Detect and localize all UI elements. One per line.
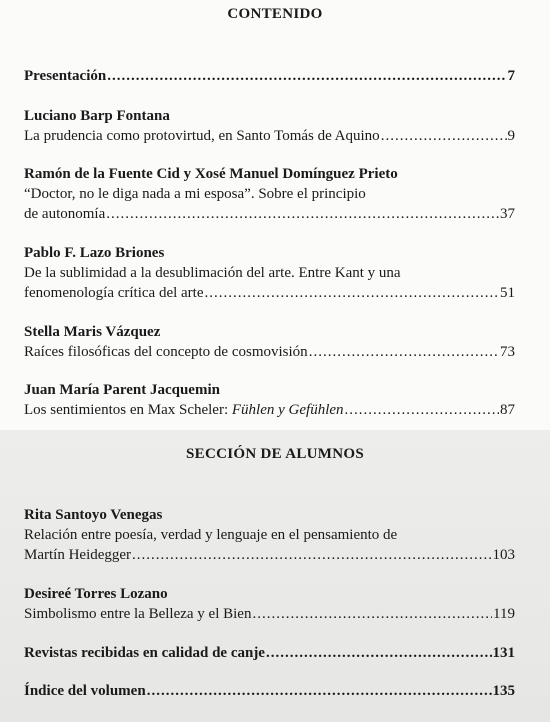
entry-author: Pablo F. Lazo Briones (24, 245, 165, 261)
entry-title-line1: De la sublimidad a la desublimación del arte. Entre Kant y una (24, 265, 401, 281)
entry-author: Juan María Parent Jacquemin (24, 382, 220, 398)
dot-leader (132, 545, 491, 565)
page-lower-area (0, 430, 550, 722)
entry-title: Martín Heidegger (24, 547, 132, 563)
dot-leader (345, 400, 499, 420)
page-number: 119 (493, 606, 515, 622)
entry-title: La prudencia como protovirtud, en Santo Tomás de Aquino (24, 128, 380, 144)
entry-author: Luciano Barp Fontana (24, 108, 170, 124)
dot-leader (309, 342, 499, 362)
dot-leader (106, 204, 499, 224)
toc-entry-lazo[interactable] (24, 243, 515, 303)
entry-title: Índice del volumen (24, 683, 146, 699)
page-number: 135 (492, 683, 515, 699)
dot-leader (107, 66, 506, 86)
entry-title: Simbolismo entre la Belleza y el Bien (24, 606, 252, 622)
toc-entry-presentacion[interactable] (24, 66, 515, 86)
students-section-heading: SECCIÓN DE ALUMNOS (186, 446, 364, 462)
entry-title: Revistas recibidas en calidad de canje (24, 645, 265, 661)
toc-entry-santoyo[interactable] (24, 505, 515, 565)
page-number: 9 (507, 128, 515, 144)
page-number: 131 (492, 645, 515, 661)
toc-entry-revistas[interactable] (24, 643, 515, 663)
page-number: 103 (492, 547, 515, 563)
toc-entry-torres[interactable] (24, 584, 515, 624)
page-number: 37 (500, 206, 515, 222)
dot-leader (147, 681, 492, 701)
entry-author: Ramón de la Fuente Cid y Xosé Manuel Domínguez Prieto (24, 166, 398, 182)
toc-entry-vazquez[interactable] (24, 322, 515, 362)
dot-leader (266, 643, 492, 663)
toc-entry-fuente[interactable] (24, 164, 515, 224)
page-number: 73 (500, 344, 515, 360)
toc-entry-indice[interactable] (24, 681, 515, 701)
dot-leader (381, 126, 507, 146)
entry-title-italic: Fühlen y Gefühlen (231, 402, 344, 418)
toc-entry-parent[interactable] (24, 380, 515, 420)
entry-title-line1: Relación entre poesía, verdad y lenguaje en el pensamiento de (24, 527, 398, 543)
entry-title: Presentación (24, 68, 107, 84)
dot-leader (252, 604, 492, 624)
toc-entry-barp[interactable] (24, 106, 515, 146)
entry-title: Raíces filosóficas del concepto de cosmovisión (24, 344, 308, 360)
entry-title: Los sentimientos en Max Scheler: Fühlen y Gefühlen (24, 402, 344, 418)
entry-title: de autonomía (24, 206, 106, 222)
contents-heading: CONTENIDO (227, 6, 323, 22)
entry-author: Rita Santoyo Venegas (24, 507, 163, 523)
page-number: 7 (507, 68, 515, 84)
dot-leader (205, 283, 500, 303)
entry-title: fenomenología crítica del arte (24, 285, 204, 301)
page-number: 51 (500, 285, 515, 301)
page-number: 87 (500, 402, 515, 418)
entry-title-line1: “Doctor, no le diga nada a mi esposa”. Sobre el principio (24, 186, 366, 202)
entry-author: Stella Maris Vázquez (24, 324, 161, 340)
entry-author: Desireé Torres Lozano (24, 586, 168, 602)
